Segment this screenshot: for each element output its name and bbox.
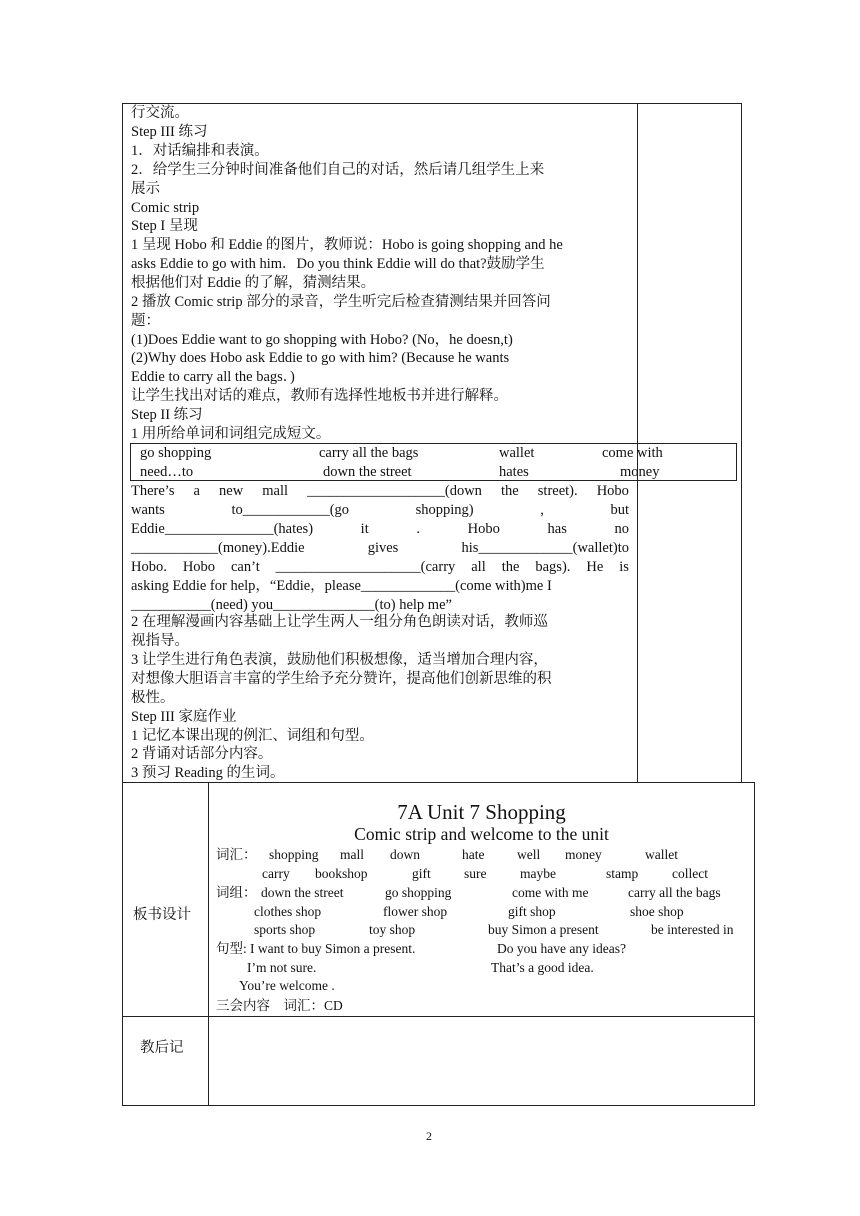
vocab-label: 词汇： <box>216 847 257 862</box>
word-box-item: down the street <box>323 464 412 480</box>
phrase: buy Simon a present <box>488 922 599 937</box>
text-line: Step III 练习 <box>131 124 208 140</box>
word-box-item: go shopping <box>140 445 212 461</box>
text-line: 3 让学生进行角色表演，鼓励他们积极想像，适当增加合理内容， <box>131 652 548 668</box>
text-line: 让学生找出对话的难点，教师有选择性地板书并进行解释。 <box>131 388 508 404</box>
text-line: 1 呈现 Hobo 和 Eddie 的图片，教师说：Hobo is going shopping and he <box>131 237 563 253</box>
passage-line: Hobo. Hobo can’t ____________________(carry all the bags). He is <box>131 559 629 575</box>
board-subtitle: Comic strip and welcome to the unit <box>354 824 609 844</box>
phrase-label: 词组： <box>216 885 257 900</box>
pattern-label: 句型: <box>216 941 247 956</box>
upper-table-top-border <box>122 103 742 104</box>
text-line: 行交流。 <box>131 105 189 121</box>
reflection-label: 教后记 <box>140 1040 184 1056</box>
phrase: toy shop <box>369 922 416 937</box>
upper-table-left-border <box>122 103 123 782</box>
text-line: 根据他们对 Eddie 的了解，猜测结果。 <box>131 275 376 291</box>
phrase: clothes shop <box>254 904 322 919</box>
text-line: asks Eddie to go with him．Do you think Eddie will do that?鼓励学生 <box>131 256 545 272</box>
word-box <box>130 443 737 481</box>
word-box-item: need…to <box>140 464 194 480</box>
vocab-word: maybe <box>520 866 556 881</box>
vocab-word: down <box>390 847 420 862</box>
text-line: 1．对话编排和表演。 <box>131 143 269 159</box>
text-line: Step III 家庭作业 <box>131 709 237 725</box>
text-line: 对想像大胆语言丰富的学生给予充分赞许，提高他们创新思维的积 <box>131 671 552 687</box>
text-line: 1 记忆本课出现的例汇、词组和句型。 <box>131 728 374 744</box>
word-box-item: come with <box>602 445 663 461</box>
text-line: Comic strip <box>131 200 200 216</box>
board-footer: 三会内容 词汇：CD <box>216 998 343 1013</box>
lower-table-right-border <box>754 782 755 1105</box>
phrase: down the street <box>261 885 344 900</box>
phrase: go shopping <box>385 885 452 900</box>
vocab-word: bookshop <box>315 866 368 881</box>
vocab-word: carry <box>262 866 290 881</box>
page-number: 2 <box>426 1129 432 1143</box>
word-box-item: wallet <box>499 445 535 461</box>
text-line: 2 播放 Comic strip 部分的录音，学生听完后检查猜测结果并回答问 <box>131 294 551 310</box>
text-line: 3 预习 Reading 的生词。 <box>131 765 285 781</box>
vocab-word: mall <box>340 847 364 862</box>
text-line: 题： <box>131 313 160 329</box>
lower-table-row-divider <box>122 1016 755 1017</box>
text-line: 2 在理解漫画内容基础上让学生两人一组分角色朗读对话，教师巡 <box>131 614 548 630</box>
text-line: 1 用所给单词和词组完成短文。 <box>131 426 331 442</box>
board-design-label: 板书设计 <box>133 907 191 923</box>
text-line: 2．给学生三分钟时间准备他们自己的对话，然后请几组学生上来 <box>131 162 545 178</box>
text-line: (2)Why does Hobo ask Eddie to go with him? (Because he wants <box>131 350 510 366</box>
vocab-word: sure <box>464 866 487 881</box>
phrase: flower shop <box>383 904 448 919</box>
lower-table-top-border <box>122 782 755 783</box>
phrase: gift shop <box>508 904 556 919</box>
text-line: 2 背诵对话部分内容。 <box>131 746 273 762</box>
vocab-word: stamp <box>606 866 639 881</box>
word-box-item: carry all the bags <box>319 445 419 461</box>
vocab-word: money <box>565 847 602 862</box>
vocab-word: hate <box>462 847 485 862</box>
pattern-sentence: You’re welcome . <box>239 978 335 993</box>
lower-table-left-border <box>122 782 123 1105</box>
passage-line: Eddie_______________(hates) it . Hobo has no <box>131 521 629 537</box>
word-box-item: hates <box>499 464 529 480</box>
vocab-word: gift <box>412 866 431 881</box>
text-line: Step II 练习 <box>131 407 203 423</box>
text-line: 极性。 <box>131 690 175 706</box>
phrase: sports shop <box>254 922 316 937</box>
passage-line: asking Eddie for help，“Eddie，please_____________(come with)me I <box>131 578 552 594</box>
pattern-sentence: Do you have any ideas? <box>497 941 626 956</box>
vocab-word: wallet <box>645 847 678 862</box>
upper-table-right-border <box>741 103 742 782</box>
phrase: carry all the bags <box>628 885 721 900</box>
word-box-item: money <box>620 464 660 480</box>
text-line: (1)Does Eddie want to go shopping with Hobo? (No，he doesn,t) <box>131 332 513 348</box>
phrase: shoe shop <box>630 904 684 919</box>
vocab-word: shopping <box>269 847 319 862</box>
phrase: come with me <box>512 885 589 900</box>
pattern-sentence: That’s a good idea. <box>491 960 594 975</box>
text-line: 展示 <box>131 181 160 197</box>
passage-line: ___________(need) you______________(to) help me” <box>131 597 452 613</box>
text-line: Step I 呈现 <box>131 218 198 234</box>
lower-table-bottom-border <box>122 1105 755 1106</box>
board-title: 7A Unit 7 Shopping <box>397 800 566 824</box>
pattern-sentence: I’m not sure. <box>247 960 317 975</box>
text-line: 视指导。 <box>131 633 189 649</box>
passage-line: There’s a new mall ___________________(down the street). Hobo <box>131 483 629 499</box>
phrase: be interested in <box>651 922 734 937</box>
passage-line: ____________(money).Eddie gives his_____________(wallet)to <box>131 540 629 556</box>
vocab-word: collect <box>672 866 708 881</box>
text-line: Eddie to carry all the bags．) <box>131 369 295 385</box>
pattern-sentence: I want to buy Simon a present. <box>250 941 416 956</box>
vocab-word: well <box>517 847 541 862</box>
passage-line: wants to____________(go shopping) , but <box>131 502 629 518</box>
